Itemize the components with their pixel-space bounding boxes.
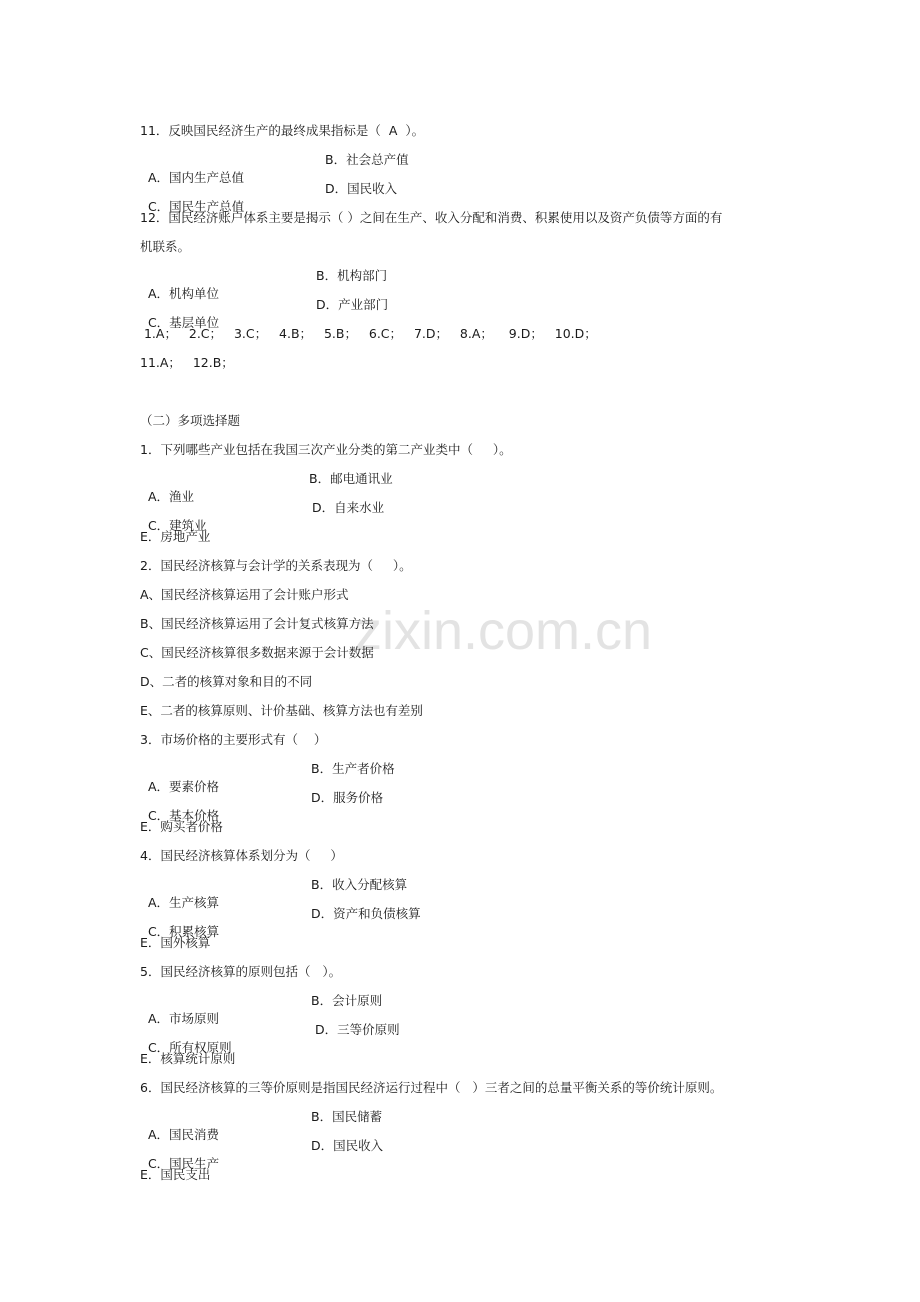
mq6-options-row-2 — [140, 1137, 384, 1171]
mq5-option-d: D．三等价原则 — [315, 1022, 400, 1037]
question-12-line-2: 机联系。 — [140, 239, 191, 254]
q11-option-c: C．国民生产总值 — [147, 199, 245, 214]
q11-option-a: A．国内生产总值 — [147, 170, 245, 185]
mq5-option-b: B．会计原则 — [311, 993, 383, 1008]
q12-options-row-2 — [140, 296, 389, 330]
mq1-options-row-2 — [140, 499, 385, 533]
mq-1: 1．下列哪些产业包括在我国三次产业分类的第二产业类中（ ）。 — [140, 442, 512, 457]
mq2-option-b: B、国民经济核算运用了会计复式核算方法 — [140, 616, 374, 631]
mq6-option-b: B．国民储蓄 — [311, 1109, 383, 1124]
mq6-option-e: E．国民支出 — [140, 1167, 211, 1182]
mq3-options-row-1 — [140, 760, 395, 794]
mq4-option-a: A．生产核算 — [147, 895, 220, 910]
q12-option-d: D．产业部门 — [316, 297, 389, 312]
mq-5: 5．国民经济核算的原则包括（ ）。 — [140, 964, 342, 979]
mq2-option-a: A、国民经济核算运用了会计账户形式 — [140, 587, 349, 602]
q12-option-c: C．基层单位 — [147, 315, 220, 330]
question-11: 11．反映国民经济生产的最终成果指标是（ A ）。 — [140, 123, 425, 138]
answer-key-line-2: 11.A； 12.B； — [140, 355, 234, 370]
mq4-options-row-2 — [140, 905, 421, 939]
mq1-options-row-1 — [140, 470, 393, 504]
q12-options-row-1 — [140, 267, 388, 301]
mq6-options-row-1 — [140, 1108, 383, 1142]
q11-options-row-2 — [140, 180, 398, 214]
mq5-options-row-1 — [140, 992, 383, 1026]
mq1-option-e: E．房地产业 — [140, 529, 211, 544]
mq-2: 2．国民经济核算与会计学的关系表现为（ ）。 — [140, 558, 412, 573]
watermark: zixin.com.cn — [355, 601, 653, 661]
question-12-line-1: 12．国民经济账户体系主要是揭示（ ）之间在生产、收入分配和消费、积累使用以及资产负债等方面的有 — [140, 210, 723, 225]
mq1-option-b: B．邮电通讯业 — [309, 471, 393, 486]
mq4-option-d: D．资产和负债核算 — [311, 906, 421, 921]
mq2-option-d: D、二者的核算对象和目的不同 — [140, 674, 313, 689]
q11-option-b: B．社会总产值 — [325, 152, 409, 167]
mq5-option-c: C．所有权原则 — [147, 1040, 232, 1055]
mq2-option-e: E、二者的核算原则、计价基础、核算方法也有差别 — [140, 703, 423, 718]
mq3-option-c: C．基本价格 — [147, 808, 220, 823]
mq4-options-row-1 — [140, 876, 408, 910]
mq2-option-c: C、国民经济核算很多数据来源于会计数据 — [140, 645, 374, 660]
mq1-option-c: C．建筑业 — [147, 518, 207, 533]
mq4-option-c: C．积累核算 — [147, 924, 220, 939]
mq6-option-c: C．国民生产 — [147, 1156, 220, 1171]
mq4-option-e: E．国外核算 — [140, 935, 211, 950]
mq3-options-row-2 — [140, 789, 384, 823]
mq1-option-a: A．渔业 — [147, 489, 195, 504]
mq3-option-d: D．服务价格 — [311, 790, 384, 805]
mq3-option-b: B．生产者价格 — [311, 761, 395, 776]
q11-options-row-1 — [140, 151, 409, 185]
mq1-option-d: D．自来水业 — [312, 500, 385, 515]
mq6-option-d: D．国民收入 — [311, 1138, 384, 1153]
mq3-option-a: A．要素价格 — [147, 779, 220, 794]
mq5-options-row-2 — [140, 1021, 400, 1055]
mq4-option-b: B．收入分配核算 — [311, 877, 408, 892]
q11-option-d: D．国民收入 — [325, 181, 398, 196]
mq5-option-e: E．核算统计原则 — [140, 1051, 236, 1066]
q12-option-b: B．机构部门 — [316, 268, 388, 283]
answer-key-line-1: 1.A； 2.C； 3.C； 4.B； 5.B； 6.C； 7.D； 8.A； 9.D； 10.D； — [140, 326, 597, 341]
section-heading: （二）多项选择题 — [140, 413, 241, 428]
q12-option-a: A．机构单位 — [147, 286, 220, 301]
mq5-option-a: A．市场原则 — [147, 1011, 220, 1026]
mq-6: 6．国民经济核算的三等价原则是指国民经济运行过程中（ ）三者之间的总量平衡关系的等价统计原则。 — [140, 1080, 723, 1095]
mq3-option-e: E．购买者价格 — [140, 819, 223, 834]
mq-4: 4．国民经济核算体系划分为（ ） — [140, 848, 343, 863]
mq-3: 3．市场价格的主要形式有（ ） — [140, 732, 327, 747]
mq6-option-a: A．国民消费 — [147, 1127, 220, 1142]
